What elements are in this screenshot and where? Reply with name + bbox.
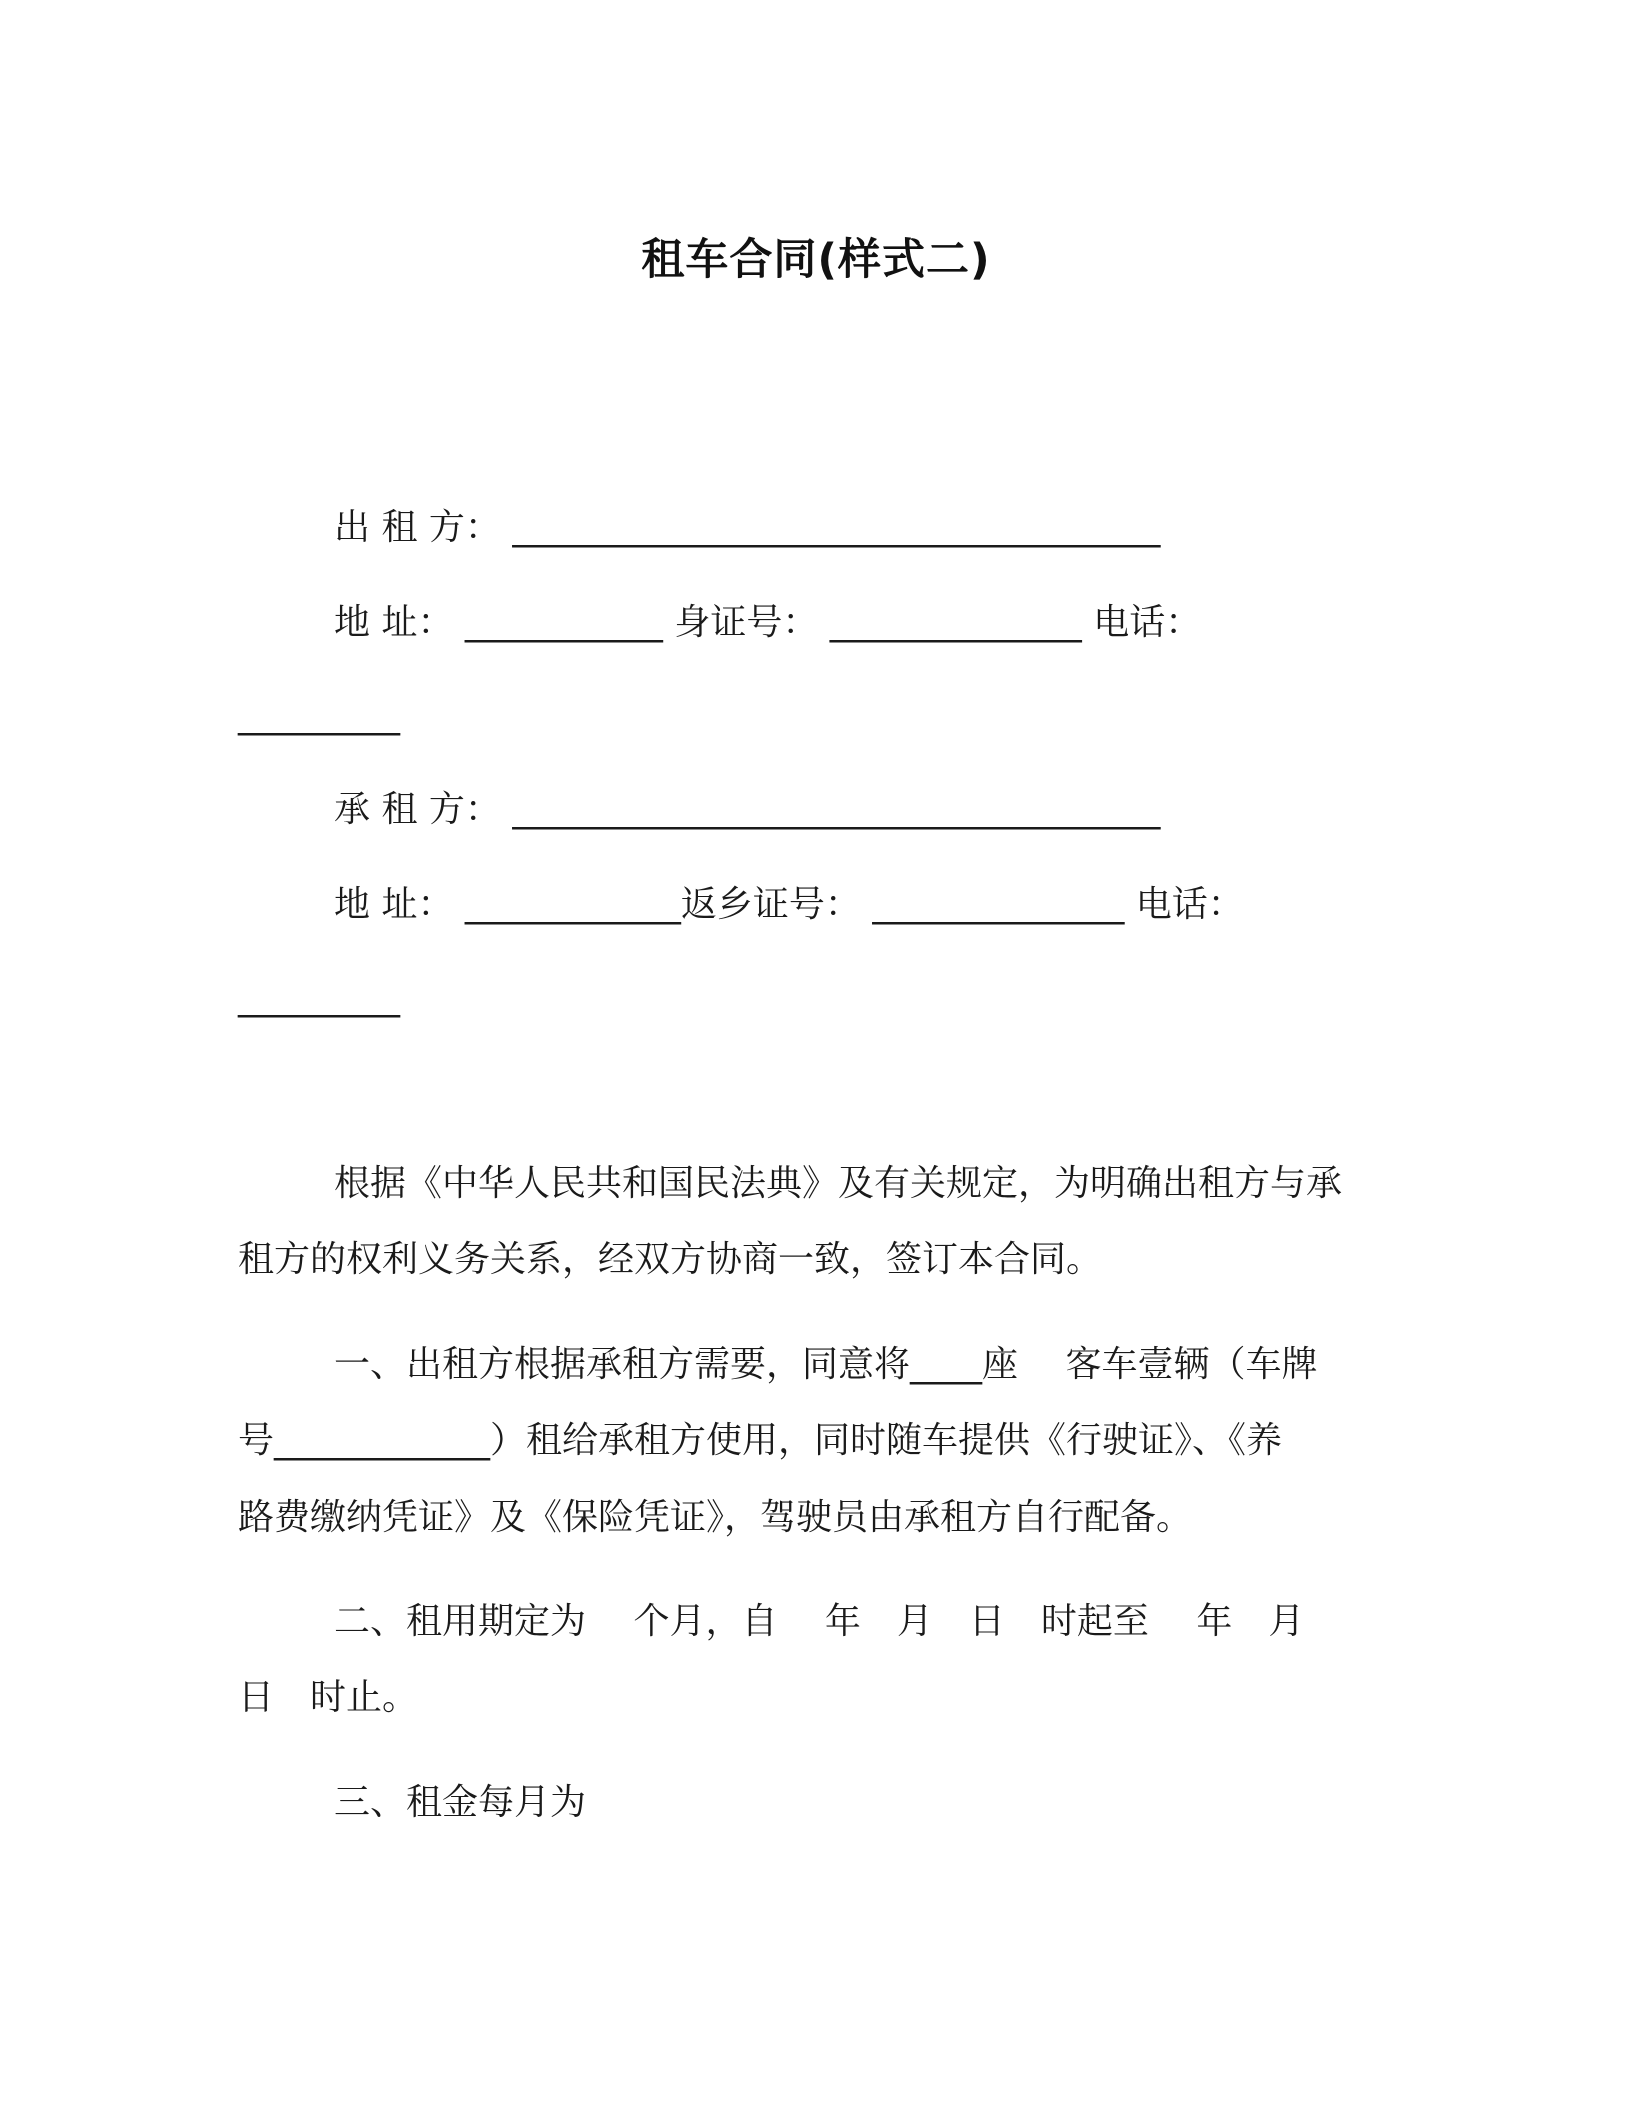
clause-3-line-1: 三、租金每月为	[334, 1782, 587, 1823]
lessee-line: 承 租 方： ____________________________________	[334, 789, 1161, 830]
lessor-phone-continuation: _________	[238, 695, 400, 736]
clause-1-line-3: 路费缴纳凭证》及《保险凭证》，驾驶员由承租方自行配备。	[238, 1497, 1193, 1538]
clause-1-line-2: 号____________）租给承租方使用，同时随车提供《行驶证》、《养	[238, 1420, 1283, 1461]
clause-2-line-2: 日 时止。	[238, 1677, 419, 1718]
clause-1-line-1: 一、出租方根据承租方需要，同意将____座 客车壹辆（车牌	[334, 1344, 1318, 1385]
document-title: 租车合同(样式二)	[641, 235, 991, 285]
lessee-address-line: 地 址： ____________返乡证号： ______________ 电话：	[334, 884, 1244, 925]
preamble-line-1: 根据《中华人民共和国民法典》及有关规定，为明确出租方与承	[334, 1163, 1343, 1204]
clause-2-line-1: 二、租用期定为 个月，自 年 月 日 时起至 年 月	[334, 1601, 1305, 1642]
lessee-phone-continuation: _________	[238, 977, 400, 1018]
preamble-line-2: 租方的权利义务关系，经双方协商一致，签订本合同。	[238, 1239, 1103, 1280]
lessor-line: 出 租 方： ____________________________________	[334, 507, 1161, 548]
lessor-address-line: 地 址： ___________ 身证号： ______________ 电话：	[334, 602, 1202, 643]
